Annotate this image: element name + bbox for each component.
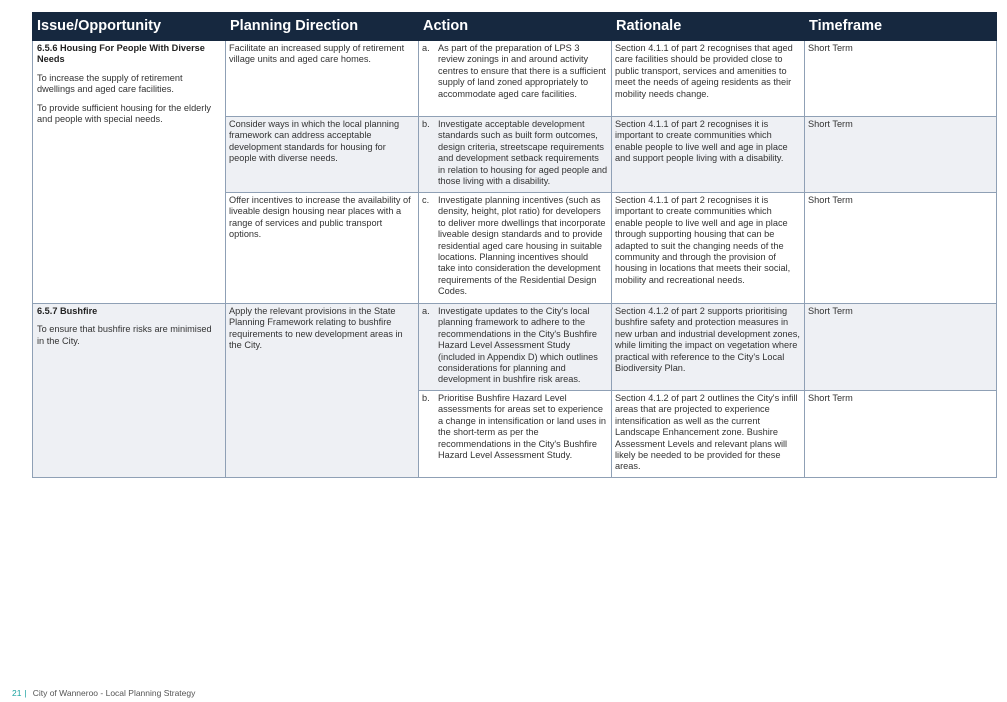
timeframe-cell: Short Term (805, 41, 997, 117)
header-issue: Issue/Opportunity (33, 13, 226, 41)
planning-direction-cell: Facilitate an increased supply of retirement village units and aged care homes. (226, 41, 419, 117)
page-footer (12, 688, 195, 698)
action-cell (419, 391, 612, 478)
header-timeframe: Timeframe (805, 13, 997, 41)
header-action: Action (419, 13, 612, 41)
issue-objective: To increase the supply of retirement dwellings and aged care facilities. (37, 72, 183, 95)
action-letter: b. (422, 119, 430, 129)
action-letter: a. (422, 306, 430, 316)
action-cell (419, 304, 612, 391)
action-cell (419, 193, 612, 304)
issue-cell-housing (33, 41, 226, 304)
footer-separator: | (24, 688, 27, 698)
action-text: Prioritise Bushfire Hazard Level assessments for areas set to experience a change in intensification or land uses in the short-term as per the recommendations in the City's Bushfire Hazard Level Assessment Study. (438, 393, 607, 461)
action-letter: b. (422, 393, 430, 403)
action-letter: a. (422, 43, 430, 53)
rationale-cell: Section 4.1.1 of part 2 recognises it is important to create communities which enable people to live well and age in place through supporting housing that can be adapted to suit the changing needs of the community and through the provision of housing in locations that meets their social, mobility and recreational needs. (612, 193, 805, 304)
footer-document-title: City of Wanneroo - Local Planning Strategy (32, 688, 196, 698)
issue-cell-bushfire (33, 304, 226, 478)
planning-direction-cell: Consider ways in which the local planning framework can address acceptable development standards for housing for people with diverse needs. (226, 117, 419, 193)
page-number: 21 (12, 688, 22, 698)
rationale-cell: Section 4.1.2 of part 2 supports prioritising bushfire safety and protection measures in new urban and industrial development zones, while limiting the impact on vegetation where practical with reference to the City's Local Biodiversity Plan. (612, 304, 805, 391)
header-rationale: Rationale (612, 13, 805, 41)
header-planning-direction: Planning Direction (226, 13, 419, 41)
timeframe-cell: Short Term (805, 193, 997, 304)
rationale-cell: Section 4.1.1 of part 2 recognises that aged care facilities should be provided close to public transport, services and amenities to meet the needs of ageing residents as their mobility needs change. (612, 41, 805, 117)
issue-title: 6.5.6 Housing For People With Diverse Needs (37, 43, 205, 65)
issue-objective: To provide sufficient housing for the elderly and people with special needs. (37, 102, 211, 125)
action-text: Investigate updates to the City's local planning framework to adhere to the recommendations in the City's Bushfire Hazard Level Assessment Study (included in Appendix D) which outlines considerations for planning and development in bushfire risk areas. (438, 306, 598, 385)
issue-objective: To ensure that bushfire risks are minimised in the City. (37, 324, 212, 346)
action-cell (419, 117, 612, 193)
table-row (33, 304, 997, 391)
table-row (33, 41, 997, 117)
action-letter: c. (422, 195, 430, 205)
issue-title: 6.5.7 Bushfire (37, 306, 98, 316)
planning-direction-cell: Offer incentives to increase the availability of liveable design housing near places with a range of services and public transport options. (226, 193, 419, 304)
planning-strategy-table (32, 12, 997, 478)
rationale-cell: Section 4.1.1 of part 2 recognises it is important to create communities which enable people to live well and age in place and support people living with a disability. (612, 117, 805, 193)
action-cell (419, 41, 612, 117)
timeframe-cell: Short Term (805, 304, 997, 391)
timeframe-cell: Short Term (805, 391, 997, 478)
action-text: Investigate planning incentives (such as density, height, plot ratio) for developers to deliver more dwellings that incorporate liveable design standards and to provide residential aged care housing in suitable locations. Planning incentives should take into consideration the development requirements of the Residential Design Codes. (438, 195, 606, 297)
action-text: Investigate acceptable development standards such as built form outcomes, design criteria, streetscape requirements and development setback requirements in relation to housing for aged people and those living with a disability. (438, 119, 608, 187)
rationale-cell: Section 4.1.2 of part 2 outlines the City's infill areas that are projected to experience intensification as well as the current Landscape Enhancement zone. Bushire Assessment Levels and relevant plans will likely be needed to be provided for these areas. (612, 391, 805, 478)
planning-direction-cell: Apply the relevant provisions in the State Planning Framework relating to bushfire requirements to new development areas in the City. (226, 304, 419, 478)
action-text: As part of the preparation of LPS 3 review zonings in and around activity centres to ensure that there is a sufficient supply of land zoned appropriately to accommodate aged care facilities. (438, 43, 606, 99)
table-header-row (33, 13, 997, 41)
timeframe-cell: Short Term (805, 117, 997, 193)
